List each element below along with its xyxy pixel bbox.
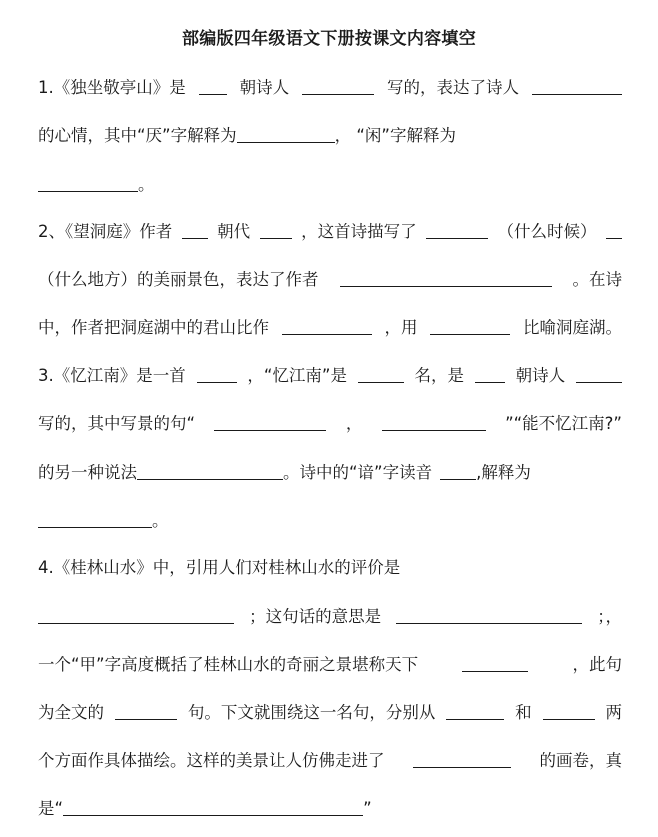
text: ，用 bbox=[384, 318, 418, 337]
answer-blank[interactable] bbox=[38, 173, 138, 192]
text: 。在诗 bbox=[572, 270, 622, 289]
text: （什么地方）的美丽景色，表达了作者 bbox=[38, 270, 319, 289]
answer-blank[interactable] bbox=[396, 605, 582, 624]
text: 的另一种说法 bbox=[38, 463, 137, 482]
text: 。诗中的“谙”字读音 bbox=[283, 463, 433, 482]
q1-line-2 bbox=[38, 122, 622, 148]
text: ，此句 bbox=[572, 655, 622, 674]
text: 句。下文就围绕这一名句，分别从 bbox=[187, 703, 436, 722]
text: 写的，其中写景的句“ bbox=[38, 414, 196, 433]
text: ；这句话的意思是 bbox=[249, 607, 382, 626]
text: 为全文的 bbox=[38, 703, 104, 722]
answer-blank[interactable] bbox=[197, 364, 237, 383]
q2-line-3 bbox=[38, 314, 622, 340]
text: ， bbox=[345, 414, 363, 433]
answer-blank[interactable] bbox=[115, 701, 177, 720]
text: 中，作者把洞庭湖中的君山比作 bbox=[38, 318, 269, 337]
text: 两 bbox=[605, 703, 622, 722]
q4-line-4 bbox=[38, 699, 622, 725]
text: 的画卷，真 bbox=[539, 751, 622, 770]
text: ，“忆江南”是 bbox=[247, 366, 347, 385]
text: 。 bbox=[152, 511, 169, 530]
q3-line-2 bbox=[38, 410, 622, 436]
text: 和 bbox=[515, 703, 532, 722]
answer-blank[interactable] bbox=[137, 461, 283, 480]
answer-blank[interactable] bbox=[302, 76, 374, 95]
text: ，这首诗描写了 bbox=[301, 222, 417, 241]
answer-blank[interactable] bbox=[426, 220, 488, 239]
page-title: 部编版四年级语文下册按课文内容填空 bbox=[181, 29, 477, 49]
q2-line-2 bbox=[38, 266, 622, 292]
text: 写的，表达了诗人 bbox=[387, 78, 519, 97]
text: ；， bbox=[597, 607, 622, 626]
text: 一个“甲”字高度概括了桂林山水的奇丽之景堪称天下 bbox=[38, 655, 419, 674]
answer-blank[interactable] bbox=[358, 364, 404, 383]
answer-blank[interactable] bbox=[446, 701, 504, 720]
answer-blank[interactable] bbox=[38, 509, 152, 528]
answer-blank[interactable] bbox=[182, 220, 208, 239]
text: 2、《望洞庭》作者 bbox=[38, 222, 173, 241]
q1-line-3 bbox=[38, 171, 622, 197]
answer-blank[interactable] bbox=[462, 653, 528, 672]
text: 名，是 bbox=[414, 366, 465, 385]
text: 朝代 bbox=[217, 222, 251, 241]
answer-blank[interactable] bbox=[282, 316, 372, 335]
text: 。 bbox=[138, 175, 155, 194]
text: 3.《忆江南》是一首 bbox=[38, 366, 186, 385]
answer-blank[interactable] bbox=[340, 268, 552, 287]
answer-blank[interactable] bbox=[38, 605, 234, 624]
q4-line-2 bbox=[38, 603, 622, 629]
q3-line-3 bbox=[38, 459, 622, 485]
text: 朝诗人 bbox=[239, 78, 290, 97]
q4-line-1 bbox=[38, 555, 622, 581]
q4-line-5 bbox=[38, 747, 622, 773]
text: （什么时候） bbox=[497, 222, 597, 241]
text: 比喻洞庭湖。 bbox=[523, 318, 622, 337]
answer-blank[interactable] bbox=[199, 76, 227, 95]
text: ， “闲”字解释为 bbox=[334, 126, 456, 145]
answer-blank[interactable] bbox=[237, 124, 335, 143]
q2-line-1 bbox=[38, 218, 622, 244]
answer-blank[interactable] bbox=[543, 701, 595, 720]
answer-blank[interactable] bbox=[413, 749, 511, 768]
answer-blank[interactable] bbox=[260, 220, 292, 239]
answer-blank[interactable] bbox=[63, 797, 363, 816]
text: 朝诗人 bbox=[515, 366, 566, 385]
text: 是“ bbox=[38, 799, 64, 818]
answer-blank[interactable] bbox=[475, 364, 505, 383]
q4-line-3 bbox=[38, 651, 622, 677]
text: 1.《独坐敬亭山》是 bbox=[38, 78, 186, 97]
text: 的心情，其中“厌”字解释为 bbox=[38, 126, 237, 145]
answer-blank[interactable] bbox=[430, 316, 510, 335]
text: ” bbox=[363, 799, 372, 818]
answer-blank[interactable] bbox=[214, 412, 326, 431]
text: 个方面作具体描绘。这样的美景让人仿佛走进了 bbox=[38, 751, 385, 770]
answer-blank[interactable] bbox=[576, 364, 622, 383]
answer-blank[interactable] bbox=[532, 76, 622, 95]
q3-line-4 bbox=[38, 507, 622, 533]
text: 4.《桂林山水》中，引用人们对桂林山水的评价是 bbox=[38, 558, 401, 577]
q1-line-1 bbox=[38, 74, 622, 100]
answer-blank[interactable] bbox=[440, 461, 476, 480]
text: ”“能不忆江南?” bbox=[505, 414, 622, 433]
answer-blank[interactable] bbox=[382, 412, 486, 431]
q4-line-6 bbox=[38, 795, 622, 821]
text: ,解释为 bbox=[476, 463, 531, 482]
q3-line-1 bbox=[38, 362, 622, 388]
answer-blank[interactable] bbox=[606, 220, 622, 239]
